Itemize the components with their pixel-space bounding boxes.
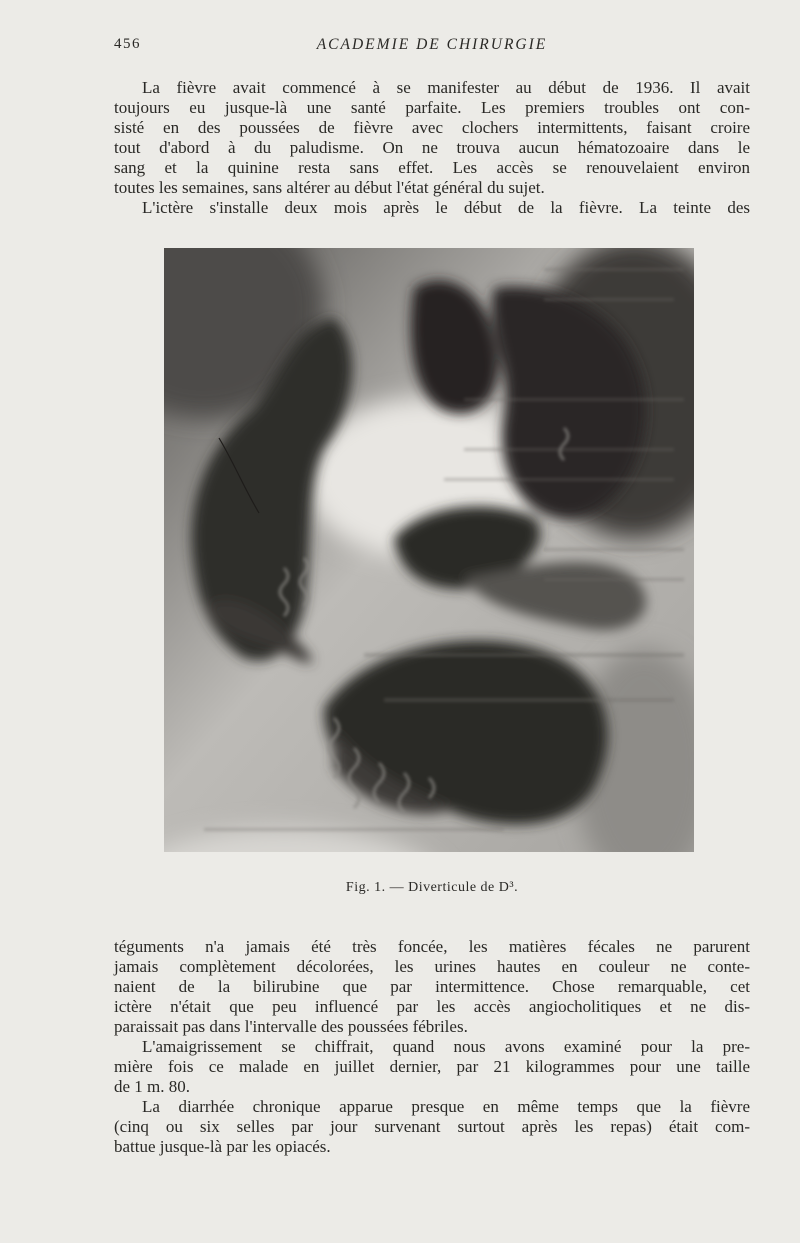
text-line: La fièvre avait commencé à se manifester au début de 1936. Il avait — [142, 78, 750, 97]
page-header — [114, 36, 750, 58]
paragraph-diarrhea — [114, 1097, 750, 1157]
text-line: paraissait pas dans l'intervalle des poussées fébriles. — [114, 1017, 468, 1036]
text-line: sang et la quinine resta sans effet. Les accès se renouvelaient environ — [114, 158, 750, 177]
text-line: L'amaigrissement se chiffrait, quand nous avons examiné pour la pre- — [142, 1037, 750, 1056]
text-line: téguments n'a jamais été très foncée, les matières fécales ne parurent — [114, 937, 750, 956]
text-line: de 1 m. 80. — [114, 1077, 191, 1096]
text-line: naient de la bilirubine que par intermittence. Chose remarquable, cet — [114, 977, 750, 996]
paragraph-fever-onset — [114, 78, 750, 198]
text-line: mière fois ce malade en juillet dernier, par 21 kilogrammes pour une taille — [114, 1057, 750, 1076]
radiograph-image — [164, 248, 694, 852]
text-line: La diarrhée chronique apparue presque en même temps que la fièvre — [142, 1097, 750, 1116]
text-line: toutes les semaines, sans altérer au début l'état général du sujet. — [114, 178, 545, 197]
text-line: battue jusque-là par les opiacés. — [114, 1137, 331, 1156]
text-line: toujours eu jusque-là une santé parfaite. Les premiers troubles ont con- — [114, 98, 750, 117]
text-line: (cinq ou six selles par jour survenant surtout après les repas) était com- — [114, 1117, 750, 1136]
paragraph-weight-loss — [114, 1037, 750, 1097]
figure-caption: Fig. 1. — Diverticule de D³. — [345, 880, 519, 895]
page-number: 456 — [114, 36, 141, 52]
text-line: jamais complètement décolorées, les urines hautes en couleur ne conte- — [114, 957, 750, 976]
paragraph-icterus-start — [114, 198, 750, 218]
paragraph-icterus-detail — [114, 937, 750, 1037]
text-line: sisté en des poussées de fièvre avec clochers intermittents, faisant croire — [114, 118, 750, 137]
text-line: L'ictère s'installe deux mois après le début de la fièvre. La teinte des — [142, 198, 750, 217]
text-line: ictère n'était que peu influencé par les accès angiocholitiques et ne dis- — [114, 997, 750, 1016]
running-head: ACADEMIE DE CHIRURGIE — [316, 36, 548, 53]
radiograph-figure — [164, 248, 694, 852]
text-line: tout d'abord à du paludisme. On ne trouva aucun hématozoaire dans le — [114, 138, 750, 157]
